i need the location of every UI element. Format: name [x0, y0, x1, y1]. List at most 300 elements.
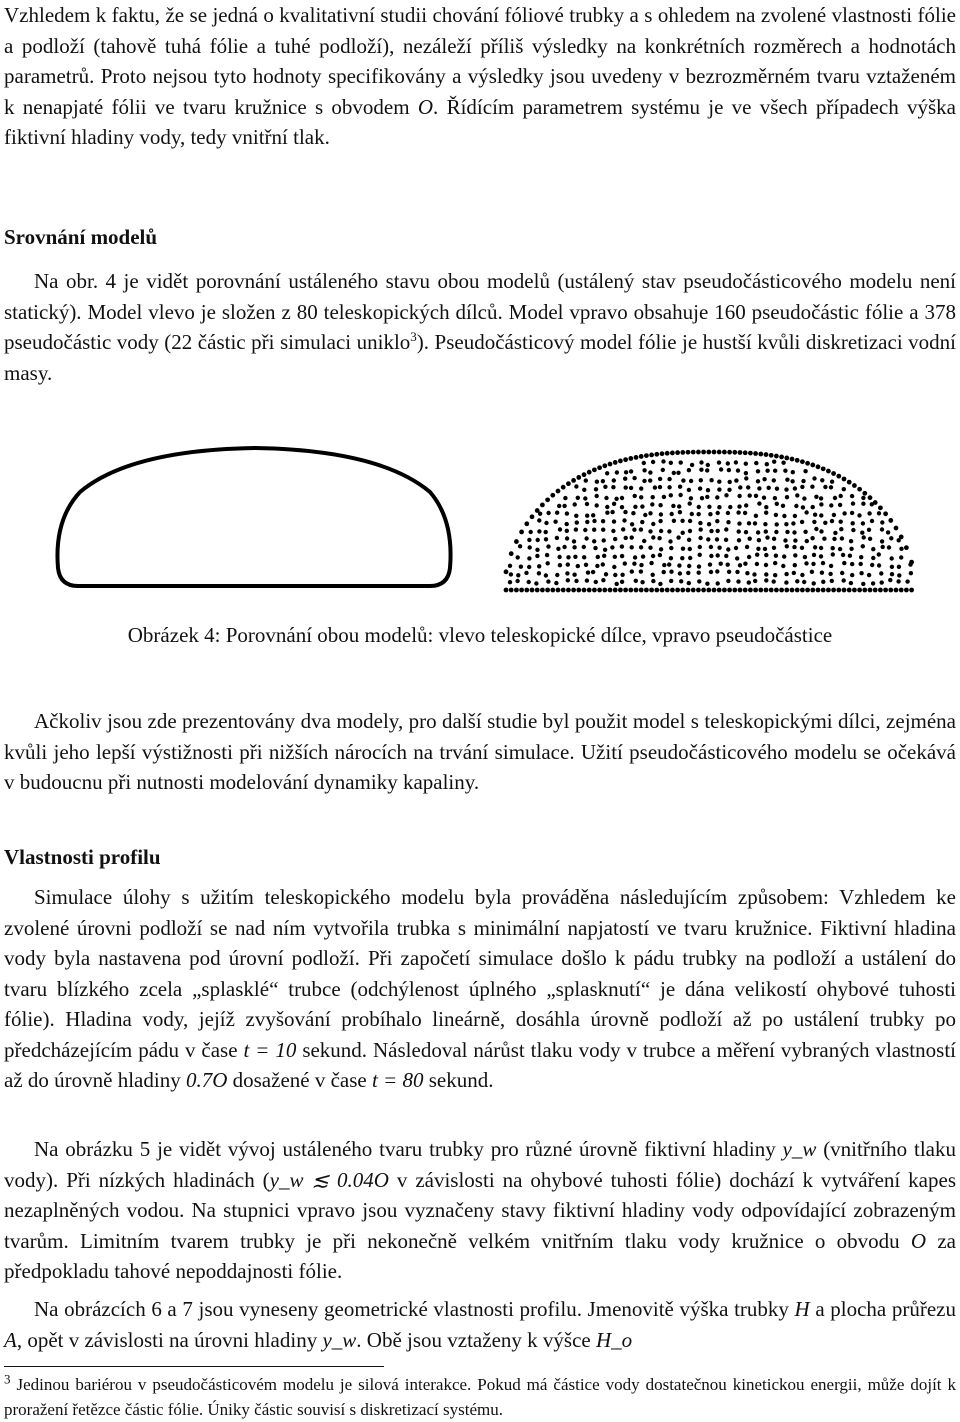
water-particle	[706, 488, 710, 492]
tube-outline	[57, 448, 450, 586]
water-particle	[726, 547, 730, 551]
film-particle	[862, 491, 867, 496]
water-particle	[763, 547, 767, 551]
water-particle	[662, 563, 666, 567]
water-particle	[800, 546, 804, 550]
film-particle	[888, 588, 893, 593]
water-particle	[651, 495, 655, 499]
water-particle	[537, 571, 541, 575]
section-heading-model-comparison: Srovnání modelů	[4, 225, 158, 249]
water-particle	[764, 563, 768, 567]
water-particle	[707, 505, 711, 509]
water-particle	[715, 495, 719, 499]
water-particle	[819, 513, 823, 517]
film-particle	[618, 459, 623, 464]
water-particle	[810, 570, 814, 574]
water-particle	[764, 572, 768, 576]
water-particle	[658, 485, 662, 489]
water-particle	[745, 545, 749, 549]
water-particle	[688, 547, 692, 551]
film-particle	[602, 463, 607, 468]
math-expression: y_w ≲ 0.04O	[269, 1167, 389, 1192]
water-particle	[782, 554, 786, 558]
film-particle	[857, 487, 862, 492]
water-particle	[537, 518, 541, 522]
film-particle	[582, 472, 587, 477]
film-particle	[836, 474, 841, 479]
water-particle	[700, 496, 704, 500]
film-particle	[545, 588, 550, 593]
film-particle	[816, 464, 821, 469]
water-particle	[565, 529, 569, 533]
water-particle	[849, 581, 853, 585]
water-particle	[515, 579, 519, 583]
water-particle	[800, 520, 804, 524]
water-particle	[879, 571, 883, 575]
water-particle	[556, 547, 560, 551]
water-particle	[595, 503, 599, 507]
water-particle	[678, 571, 682, 575]
water-particle	[698, 486, 702, 490]
water-particle	[534, 581, 538, 585]
water-particle	[717, 480, 721, 484]
water-particle	[516, 573, 520, 577]
film-particle	[639, 588, 644, 593]
water-particle	[842, 511, 846, 515]
water-particle	[747, 555, 751, 559]
film-particle	[665, 588, 670, 593]
text: . Řídícím parametrem systému je ve všech případech výška fiktivní hladiny vody, tedy vnitřní tlak.	[4, 94, 956, 149]
text: a plocha průřezu	[809, 1297, 956, 1321]
water-particle	[838, 503, 842, 507]
water-particle	[585, 502, 589, 506]
water-particle	[727, 570, 731, 574]
film-particle	[857, 588, 862, 593]
water-particle	[690, 512, 694, 516]
film-particle	[514, 539, 519, 544]
film-particle	[509, 588, 514, 593]
water-particle	[630, 522, 634, 526]
water-particle	[783, 538, 787, 542]
water-particle	[849, 539, 853, 543]
film-particle	[878, 505, 883, 510]
water-particle	[805, 539, 809, 543]
water-particle	[709, 554, 713, 558]
water-particle	[783, 469, 787, 473]
water-particle	[640, 520, 644, 524]
film-particle	[680, 588, 685, 593]
water-particle	[574, 484, 578, 488]
footnote-mark: 3	[4, 1371, 11, 1387]
water-particle	[585, 578, 589, 582]
film-particle	[821, 466, 826, 471]
film-particle	[608, 462, 613, 467]
water-particle	[813, 545, 817, 549]
film-particle	[613, 588, 618, 593]
film-particle	[535, 588, 540, 593]
film-particle	[696, 450, 701, 455]
water-particle	[839, 527, 843, 531]
water-particle	[715, 537, 719, 541]
film-particle	[732, 588, 737, 593]
water-particle	[648, 546, 652, 550]
water-particle	[867, 511, 871, 515]
water-particle	[889, 536, 893, 540]
water-particle	[537, 529, 541, 533]
water-particle	[756, 469, 760, 473]
water-particle	[823, 521, 827, 525]
water-particle	[687, 488, 691, 492]
water-particle	[697, 512, 701, 516]
water-particle	[838, 547, 842, 551]
water-particle	[773, 469, 777, 473]
water-particle	[677, 563, 681, 567]
water-particle	[642, 539, 646, 543]
water-particle	[814, 527, 818, 531]
footnote	[4, 1372, 956, 1422]
water-particle	[717, 460, 721, 464]
water-particle	[717, 487, 721, 491]
water-particle	[724, 527, 728, 531]
water-particle	[620, 554, 624, 558]
water-particle	[658, 477, 662, 481]
water-particle	[677, 504, 681, 508]
water-particle	[698, 553, 702, 557]
water-particle	[841, 553, 845, 557]
film-particle	[758, 452, 763, 457]
water-particle	[566, 578, 570, 582]
film-particle	[509, 551, 514, 556]
water-particle	[661, 468, 665, 472]
film-particle	[738, 450, 743, 455]
water-particle	[669, 493, 673, 497]
water-particle	[802, 580, 806, 584]
film-particle	[706, 450, 711, 455]
water-particle	[662, 495, 666, 499]
water-particle	[615, 582, 619, 586]
water-particle	[877, 563, 881, 567]
water-particle	[772, 537, 776, 541]
water-particle	[724, 554, 728, 558]
water-particle	[574, 514, 578, 518]
water-particle	[765, 462, 769, 466]
water-particle	[624, 485, 628, 489]
water-particle	[605, 511, 609, 515]
water-particle	[772, 579, 776, 583]
water-particle	[842, 487, 846, 491]
water-particle	[678, 493, 682, 497]
water-particle	[555, 573, 559, 577]
water-particle	[658, 553, 662, 557]
film-particle	[717, 588, 722, 593]
water-particle	[669, 461, 673, 465]
water-particle	[612, 519, 616, 523]
text: Na obrázcích 6 a 7 jsou vyneseny geometrické vlastnosti profilu. Jmenovitě výška trubky	[34, 1297, 795, 1321]
water-particle	[585, 514, 589, 518]
water-particle	[861, 544, 865, 548]
water-particle	[867, 528, 871, 532]
water-particle	[785, 530, 789, 534]
film-particle	[904, 588, 909, 593]
footnote-reference[interactable]: 3	[410, 329, 417, 344]
water-particle	[562, 504, 566, 508]
water-particle	[535, 554, 539, 558]
film-particle	[556, 489, 561, 494]
water-particle	[620, 580, 624, 584]
water-particle	[680, 556, 684, 560]
water-particle	[651, 579, 655, 583]
water-particle	[757, 501, 761, 505]
water-particle	[535, 548, 539, 552]
film-particle	[524, 588, 529, 593]
water-particle	[699, 478, 703, 482]
film-particle	[701, 450, 706, 455]
water-particle	[624, 536, 628, 540]
water-particle	[871, 556, 875, 560]
film-particle	[654, 588, 659, 593]
water-particle	[658, 582, 662, 586]
water-particle	[544, 521, 548, 525]
water-particle	[812, 476, 816, 480]
water-particle	[851, 528, 855, 532]
water-particle	[611, 529, 615, 533]
film-particle	[873, 588, 878, 593]
water-particle	[804, 561, 808, 565]
water-particle	[821, 580, 825, 584]
water-particle	[639, 495, 643, 499]
water-particle	[573, 555, 577, 559]
water-particle	[508, 580, 512, 584]
water-particle	[850, 562, 854, 566]
water-particle	[793, 563, 797, 567]
math-symbol: A	[4, 1327, 17, 1352]
film-particle	[519, 588, 524, 593]
water-particle	[584, 478, 588, 482]
water-particle	[642, 461, 646, 465]
water-particle	[639, 563, 643, 567]
water-particle	[820, 478, 824, 482]
water-particle	[781, 504, 785, 508]
water-particle	[595, 564, 599, 568]
film-particle	[670, 588, 675, 593]
water-particle	[737, 504, 741, 508]
water-particle	[698, 521, 702, 525]
water-particle	[678, 510, 682, 514]
film-particle	[826, 469, 831, 474]
water-particle	[715, 519, 719, 523]
film-particle	[909, 588, 914, 593]
water-particle	[819, 546, 823, 550]
water-particle	[880, 527, 884, 531]
figures6-7-paragraph	[4, 1294, 956, 1355]
water-particle	[613, 555, 617, 559]
water-particle	[800, 573, 804, 577]
water-particle	[592, 519, 596, 523]
film-particle	[790, 588, 795, 593]
water-particle	[698, 545, 702, 549]
water-particle	[757, 538, 761, 542]
water-particle	[774, 530, 778, 534]
water-particle	[697, 579, 701, 583]
water-particle	[896, 579, 900, 583]
water-particle	[728, 480, 732, 484]
water-particle	[859, 571, 863, 575]
water-particle	[630, 569, 634, 573]
film-particle	[753, 588, 758, 593]
water-particle	[679, 460, 683, 464]
film-particle	[764, 452, 769, 457]
water-particle	[840, 536, 844, 540]
water-particle	[623, 561, 627, 565]
film-particle	[628, 456, 633, 461]
water-particle	[555, 511, 559, 515]
water-particle	[793, 553, 797, 557]
film-particle	[623, 457, 628, 462]
water-particle	[601, 562, 605, 566]
water-particle	[650, 502, 654, 506]
water-particle	[851, 521, 855, 525]
water-particle	[705, 468, 709, 472]
film-particle	[743, 588, 748, 593]
water-particle	[862, 535, 866, 539]
film-particle	[519, 530, 524, 535]
water-particle	[726, 563, 730, 567]
water-particle	[604, 496, 608, 500]
water-particle	[639, 569, 643, 573]
water-particle	[795, 579, 799, 583]
water-particle	[632, 562, 636, 566]
water-particle	[821, 561, 825, 565]
water-particle	[604, 572, 608, 576]
water-particle	[839, 494, 843, 498]
water-particle	[812, 553, 816, 557]
water-particle	[584, 563, 588, 567]
water-particle	[546, 544, 550, 548]
text: sekund. Následoval nárůst tlaku vody v trubce a měření vybraných vlastností až do úrovně hladiny	[4, 1037, 956, 1092]
water-particle	[829, 485, 833, 489]
water-particle	[689, 496, 693, 500]
water-particle	[724, 493, 728, 497]
water-particle	[536, 538, 540, 542]
water-particle	[641, 554, 645, 558]
water-particle	[870, 563, 874, 567]
film-particle	[660, 588, 665, 593]
text: ). Pseudočásticový model fólie je hustší kvůli diskretizaci vodní masy.	[4, 330, 957, 385]
water-particle	[629, 486, 633, 490]
water-particle	[803, 530, 807, 534]
film-particle	[748, 588, 753, 593]
water-particle	[803, 555, 807, 559]
water-particle	[781, 564, 785, 568]
water-particle	[639, 527, 643, 531]
film-particle	[639, 454, 644, 459]
film-particle	[670, 451, 675, 456]
film-particle	[769, 453, 774, 458]
film-particle	[701, 588, 706, 593]
water-particle	[880, 539, 884, 543]
text: Na obr. 4 je vidět porovnání ustáleného stavu obou modelů (ustálený stav pseudočásticového modelu není statický). Model vlevo je složen z 80 teleskopických dílců. Model vpravo obsahuje 160 pseudočástic fólie a 378 pseudočástic vody (22 částic při simulaci uniklo	[4, 269, 956, 354]
water-particle	[620, 505, 624, 509]
water-particle	[833, 496, 837, 500]
water-particle	[860, 531, 864, 535]
film-particle	[800, 459, 805, 464]
water-particle	[615, 470, 619, 474]
water-particle	[764, 553, 768, 557]
text: sekund.	[423, 1068, 494, 1092]
footnote-text: Jedinou bariérou v pseudočásticovém modelu je silová interakce. Pokud má částice vody dostatečnou kinetickou energii, může dojít k proražení řetězce částic fólie. Úniky částic souvisí s diskretizací systému.	[4, 1375, 956, 1419]
water-particle	[688, 556, 692, 560]
water-particle	[592, 539, 596, 543]
water-particle	[772, 546, 776, 550]
water-particle	[792, 571, 796, 575]
water-particle	[648, 511, 652, 515]
water-particle	[610, 510, 614, 514]
film-particle	[753, 451, 758, 456]
water-particle	[745, 571, 749, 575]
water-particle	[801, 505, 805, 509]
water-particle	[671, 504, 675, 508]
water-particle	[594, 487, 598, 491]
math-expression: t = 10	[243, 1037, 297, 1062]
water-particle	[861, 521, 865, 525]
water-particle	[899, 547, 903, 551]
water-particle	[724, 538, 728, 542]
water-particle	[659, 547, 663, 551]
water-particle	[707, 522, 711, 526]
water-particle	[527, 565, 531, 569]
water-particle	[662, 570, 666, 574]
water-particle	[687, 581, 691, 585]
film-particle	[649, 452, 654, 457]
water-particle	[653, 485, 657, 489]
film-particle	[504, 569, 509, 574]
water-particle	[744, 471, 748, 475]
film-particle	[660, 451, 665, 456]
water-particle	[764, 511, 768, 515]
math-symbol: O	[417, 94, 434, 119]
water-particle	[546, 511, 550, 515]
math-symbol: O	[910, 1228, 927, 1253]
water-particle	[719, 467, 723, 471]
water-particle	[519, 565, 523, 569]
film-particle	[576, 475, 581, 480]
math-symbol: H_o	[595, 1327, 633, 1352]
water-particle	[558, 527, 562, 531]
film-particle	[530, 588, 535, 593]
water-particle	[737, 521, 741, 525]
water-particle	[804, 510, 808, 514]
water-particle	[728, 505, 732, 509]
section-heading-profile-properties: Vlastnosti profilu	[4, 845, 161, 869]
film-particle	[717, 450, 722, 455]
water-particle	[648, 470, 652, 474]
simulation-paragraph	[4, 882, 956, 1096]
water-particle	[850, 494, 854, 498]
water-particle	[661, 459, 665, 463]
film-particle	[566, 481, 571, 486]
water-particle	[737, 494, 741, 498]
film-particle	[691, 450, 696, 455]
water-particle	[781, 461, 785, 465]
water-particle	[784, 522, 788, 526]
film-particle	[810, 463, 815, 468]
water-particle	[726, 520, 730, 524]
water-particle	[659, 529, 663, 533]
film-particle	[634, 588, 639, 593]
film-particle	[587, 470, 592, 475]
water-particle	[803, 469, 807, 473]
water-particle	[890, 572, 894, 576]
